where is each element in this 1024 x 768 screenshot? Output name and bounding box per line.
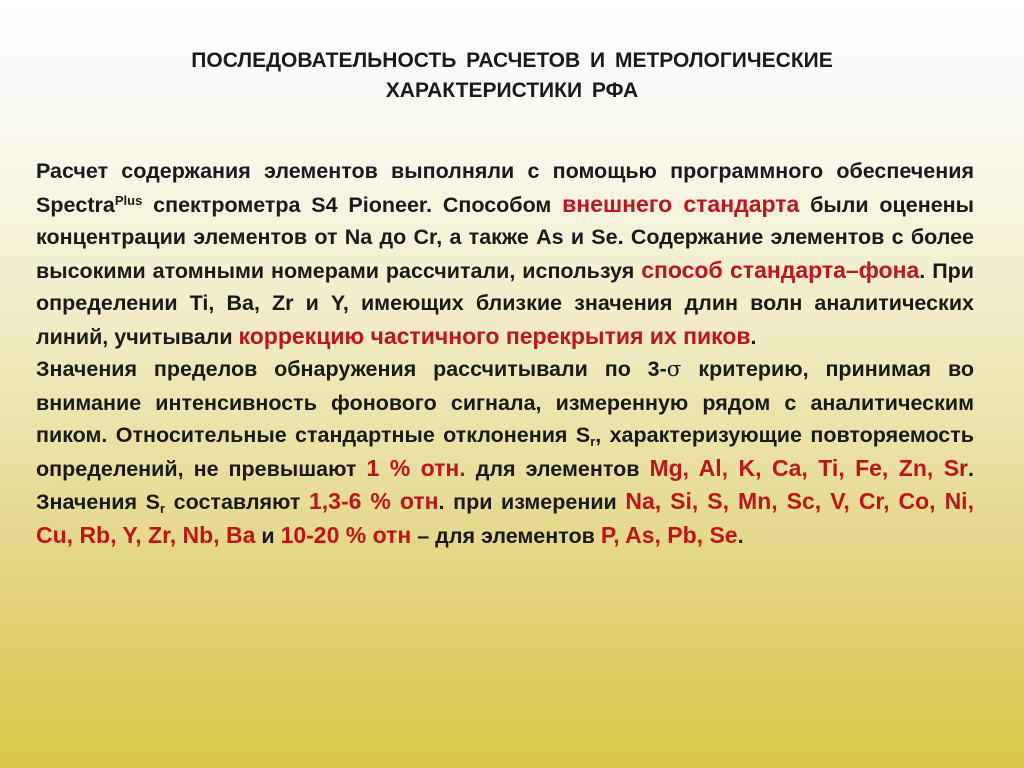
text: Расчет содержания элементов выполняли с помощью программного обеспечения Spectra: [36, 159, 974, 217]
highlight-element-group-1: Mg, Al, K, Ca, Ti, Fe, Zn, Sr: [649, 454, 969, 481]
text: критерию, принимая во внимание интенсивность фонового сигнала, измеренную рядом с аналитическим пиком. Относительные стандартные отклонения S: [36, 357, 975, 447]
highlight-peak-overlap-correction: коррекцию частичного перекрытия их пиков: [238, 322, 751, 349]
superscript-plus: Plus: [114, 192, 143, 208]
text: и: [255, 523, 281, 548]
highlight-1-3-6-percent: 1,3-6 % отн: [309, 488, 439, 514]
highlight-standard-background-method: способ стандарта–фона: [641, 256, 920, 283]
text: .: [750, 324, 757, 349]
paragraph-detection-limits: [36, 353, 974, 552]
text: спектрометра S4 Pioneer. Способом: [142, 192, 563, 217]
highlight-external-standard: внешнего стандарта: [562, 190, 800, 217]
slide-title-line-1: ПОСЛЕДОВАТЕЛЬНОСТЬ РАСЧЕТОВ И МЕТРОЛОГИЧЕСКИЕ: [191, 49, 833, 72]
slide-body: [36, 155, 974, 552]
text: , характеризующие повторяемость определений, не превышают: [36, 423, 975, 481]
text: были оценены концентрации элементов от Na до Cr, а также As и Se. Содержание элементов с более высокими атомными номерами рассчитали, используя: [36, 192, 975, 283]
highlight-1-percent: 1 % отн.: [366, 454, 466, 481]
slide-title: [60, 46, 964, 106]
text: составляют: [165, 490, 309, 514]
subscript-r: r: [590, 434, 596, 449]
highlight-element-group-2: Na, Si, S, Mn, Sc, V, Cr, Co, Ni, Cu, Rb, Y, Zr, Nb, Ba: [36, 488, 974, 548]
sigma-symbol: σ: [666, 357, 682, 382]
slide-title-line-2: ХАРАКТЕРИСТИКИ РФА: [385, 79, 639, 102]
text: . Значения S: [36, 456, 974, 514]
text: – для элементов: [411, 523, 601, 548]
text: для элементов: [465, 456, 650, 481]
text: . при измерении: [438, 490, 626, 514]
paragraph-calculation-method: [36, 155, 974, 353]
text: Значения пределов обнаружения рассчитывали по 3-: [36, 357, 667, 381]
subscript-r: r: [160, 501, 166, 516]
highlight-element-group-3: P, As, Pb, Se: [600, 521, 738, 548]
text: . При определении Ti, Ba, Zr и Y, имеющих близкие значения длин волн аналитических линий, учитывали: [36, 258, 974, 349]
highlight-10-20-percent: 10-20 % отн: [280, 521, 412, 548]
text: .: [737, 523, 744, 548]
